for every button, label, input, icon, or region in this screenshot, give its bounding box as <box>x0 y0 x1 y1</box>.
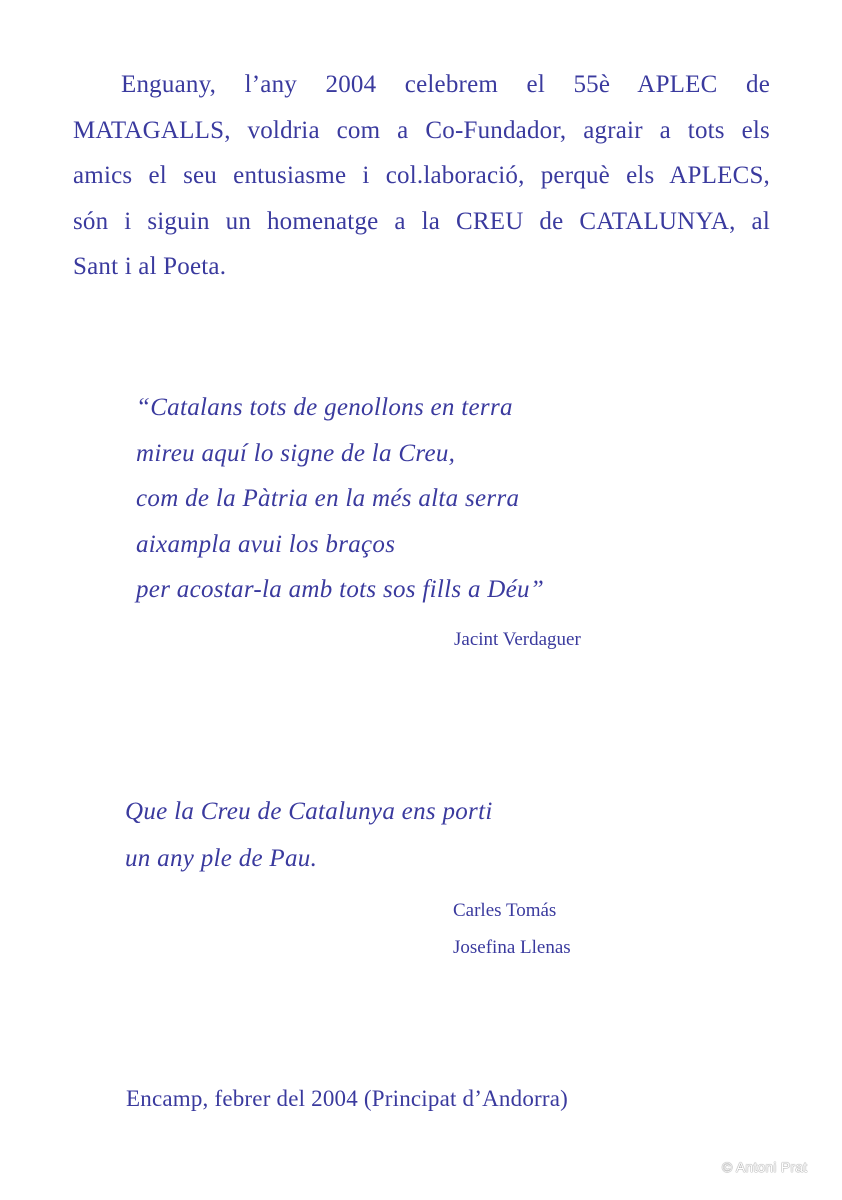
poem-verse: “Catalans tots de genollons en terra <box>136 394 513 421</box>
signatures <box>453 892 571 966</box>
intro-line: MATAGALLS, voldria com a Co-Fundador, agrair a tots els <box>73 116 770 144</box>
place-date-line: Encamp, febrer del 2004 (Principat d’Andorra) <box>126 1086 569 1111</box>
wish-line: un any ple de Pau. <box>125 845 318 872</box>
wish-line: Que la Creu de Catalunya ens porti <box>125 798 493 825</box>
intro-paragraph <box>73 62 770 290</box>
signature-name: Carles Tomás <box>453 900 557 921</box>
poem-quote <box>136 385 696 613</box>
intro-line: Sant i al Poeta. <box>73 253 227 280</box>
poem-verse: per acostar-la amb tots sos fills a Déu” <box>136 576 545 603</box>
wish-message <box>125 788 685 882</box>
intro-line: Enguany, l’any 2004 celebrem el 55è APLEC de <box>121 71 770 98</box>
poem-author: Jacint Verdaguer <box>454 629 581 650</box>
intro-line: són i siguin un homenatge a la CREU de CATALUNYA, al <box>73 207 770 235</box>
signature-name: Josefina Llenas <box>453 937 571 958</box>
copyright-watermark: © Antoni Prat <box>722 1159 808 1175</box>
poem-verse: com de la Pàtria en la més alta serra <box>136 485 520 512</box>
intro-line: amics el seu entusiasme i col.laboració, perquè els APLECS, <box>73 162 770 189</box>
poem-verse: aixampla avui los braços <box>136 530 396 558</box>
poem-verse: mireu aquí lo signe de la Creu, <box>136 439 456 467</box>
